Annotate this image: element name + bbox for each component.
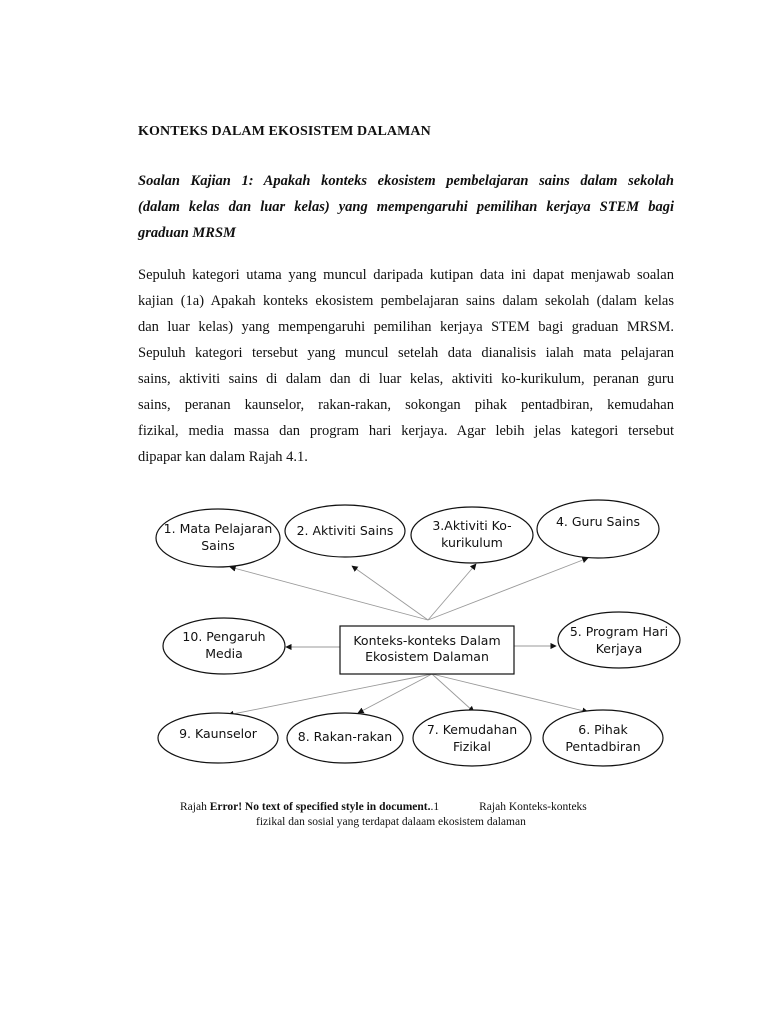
- node-label-2: 2. Aktiviti Sains: [296, 523, 394, 538]
- paragraph-line: Sepuluh kategori utama yang muncul daripada kutipan data ini dapat menjawab soalan: [138, 267, 674, 283]
- node-ellipse-7: [413, 710, 531, 766]
- node-ellipse-4: [537, 500, 659, 558]
- node-label-6: Pentadbiran: [565, 739, 641, 754]
- connector-line: [230, 567, 428, 620]
- connector-line: [428, 558, 588, 620]
- node-ellipse-6: [543, 710, 663, 766]
- paragraph-line: dan luar kelas) yang mempengaruhi pemilihan kerjaya STEM bagi graduan MRSM.: [138, 319, 674, 335]
- center-box-label: Ekosistem Dalaman: [365, 649, 489, 664]
- node-label-9: 9. Kaunselor: [179, 726, 257, 741]
- connector-line: [228, 674, 432, 715]
- node-label-7: Fizikal: [453, 739, 491, 754]
- node-label-3: kurikulum: [441, 535, 503, 550]
- node-label-5: 5. Program Hari: [569, 624, 669, 639]
- caption-prefix: Rajah: [180, 801, 210, 813]
- node-label-6: 6. Pihak: [578, 722, 628, 737]
- center-box: [340, 626, 514, 674]
- paragraph-line: kajian (1a) Apakah konteks ekosistem pembelajaran sains dalam sekolah (dalam kelas: [138, 293, 674, 309]
- caption-number: .1: [430, 801, 440, 813]
- node-label-5: Kerjaya: [595, 641, 643, 656]
- paragraph-line: Sepuluh kategori tersebut yang muncul setelah data dianalisis ialah mata pelajaran: [138, 345, 674, 361]
- node-label-10: Media: [205, 646, 243, 661]
- caption-title-part2: fizikal dan sosial yang terdapat dalaam ekosistem dalaman: [256, 816, 526, 828]
- question-line: Soalan Kajian 1: Apakah konteks ekosistem pembelajaran sains dalam sekolah: [138, 173, 674, 189]
- caption-error-text: Error! No text of specified style in document.: [209, 801, 431, 813]
- node-label-1: Sains: [201, 538, 235, 553]
- paragraph-line: sains, peranan kaunselor, rakan-rakan, sokongan pihak pentadbiran, kemudahan: [138, 397, 674, 413]
- paragraph-line: dipapar kan dalam Rajah 4.1.: [138, 449, 308, 465]
- center-box-label: Konteks-konteks Dalam: [353, 633, 501, 648]
- paragraph-line: fizikal, media massa dan program hari kerjaya. Agar lebih jelas kategori tersebut: [138, 423, 674, 439]
- connector-line: [358, 674, 432, 713]
- connector-line: [432, 674, 588, 712]
- section-heading: KONTEKS DALAM EKOSISTEM DALAMAN: [138, 124, 431, 139]
- node-label-1: 1. Mata Pelajaran: [163, 521, 273, 536]
- node-label-8: 8. Rakan-rakan: [297, 729, 393, 744]
- connector-line: [352, 566, 428, 620]
- caption-line: [160, 800, 680, 815]
- connector-line: [428, 564, 476, 620]
- question-line: (dalam kelas dan luar kelas) yang mempengaruhi pemilihan kerjaya STEM bagi: [138, 199, 674, 215]
- node-label-3: 3.Aktiviti Ko-: [432, 518, 512, 533]
- paragraph-line: sains, aktiviti sains di dalam dan di luar kelas, aktiviti ko-kurikulum, peranan guru: [138, 371, 674, 387]
- connector-line: [432, 674, 474, 712]
- node-label-7: 7. Kemudahan: [426, 722, 518, 737]
- question-line: graduan MRSM: [138, 225, 236, 241]
- node-ellipse-5: [558, 612, 680, 668]
- node-label-4: 4. Guru Sains: [555, 514, 641, 529]
- node-label-10: 10. Pengaruh: [182, 629, 266, 644]
- caption-title-part1: Rajah Konteks-konteks: [479, 801, 587, 813]
- figure-caption: [160, 800, 680, 830]
